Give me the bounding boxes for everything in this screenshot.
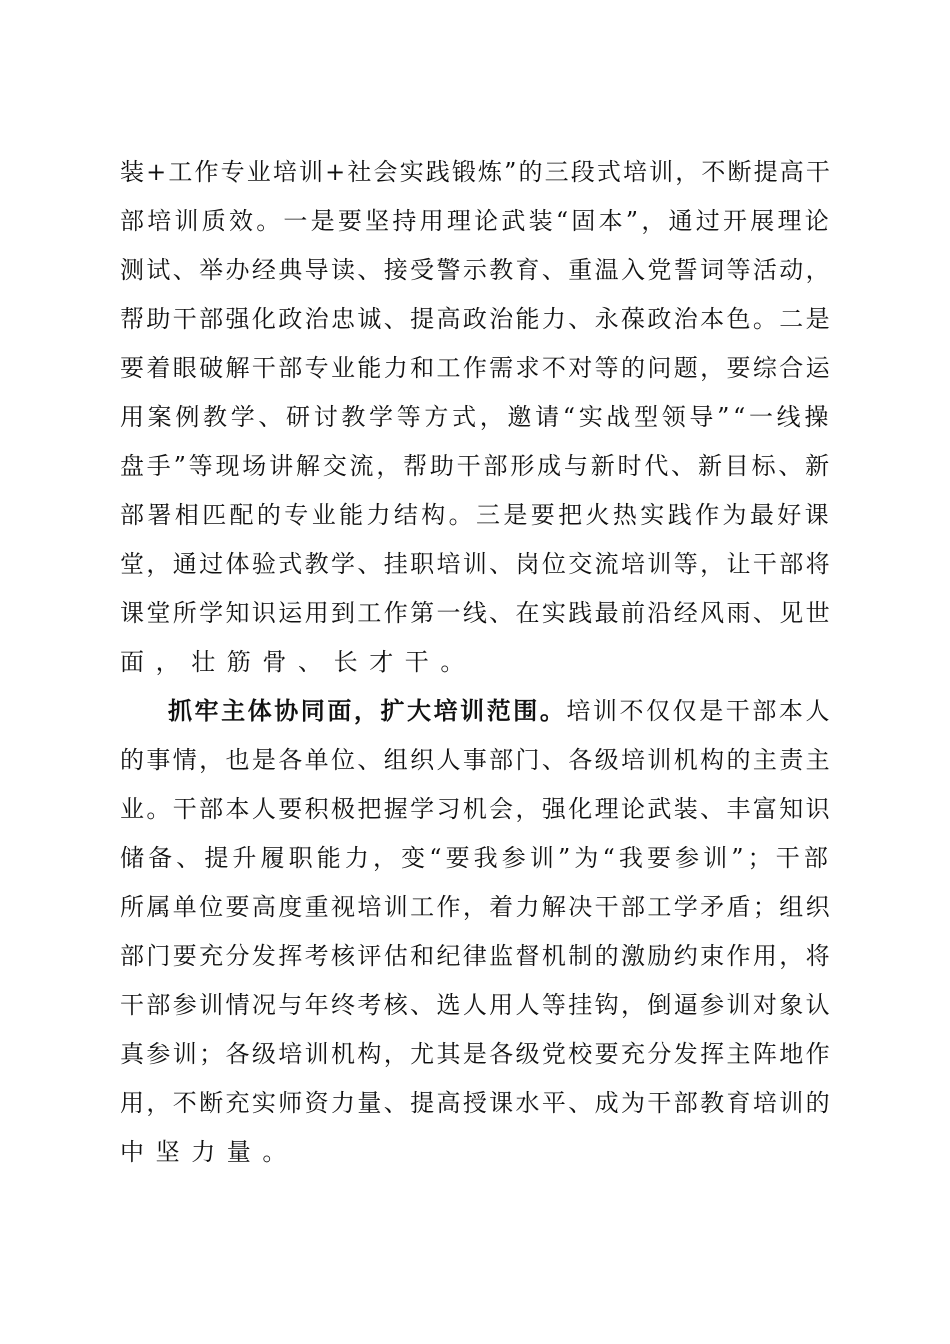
text-line xyxy=(120,990,832,1020)
text-run: 帮助干部强化政治忠诚、提高政治能力、永葆政治本色。二是 xyxy=(120,305,832,333)
text-line xyxy=(120,500,832,530)
text-line xyxy=(120,157,832,187)
text-line xyxy=(120,843,832,873)
text-line xyxy=(120,794,832,824)
text-line xyxy=(120,206,832,236)
text-run: 盘手”等现场讲解交流，帮助干部形成与新时代、新目标、新 xyxy=(120,452,832,480)
text-line xyxy=(120,255,832,285)
text-line xyxy=(120,353,832,383)
text-line xyxy=(120,892,832,922)
text-run: 中坚力量。 xyxy=(120,1138,298,1166)
text-line xyxy=(120,1039,832,1069)
text-run: 培训不仅仅是干部本人 xyxy=(566,697,833,725)
text-line xyxy=(120,941,832,971)
text-run: 课堂所学知识运用到工作第一线、在实践最前沿经风雨、见世 xyxy=(120,599,832,627)
text-run: 业。干部本人要积极把握学习机会，强化理论武装、丰富知识 xyxy=(120,795,832,823)
text-run: 的事情，也是各单位、组织人事部门、各级培训机构的主责主 xyxy=(120,746,832,774)
text-run: 部门要充分发挥考核评估和纪律监督机制的激励约束作用，将 xyxy=(120,942,832,970)
text-run: 装+工作专业培训+社会实践锻炼”的三段式培训，不断提高干 xyxy=(120,158,832,186)
text-line xyxy=(120,304,832,334)
text-run: 要着眼破解干部专业能力和工作需求不对等的问题，要综合运 xyxy=(120,354,832,382)
text-line xyxy=(120,451,832,481)
text-line xyxy=(120,1137,298,1167)
text-run: 面，壮筋骨、长才干。 xyxy=(120,648,476,676)
text-run: 堂，通过体验式教学、挂职培训、岗位交流培训等，让干部将 xyxy=(120,550,832,578)
text-line xyxy=(168,696,832,726)
text-line xyxy=(120,549,832,579)
text-run: 用案例教学、研讨教学等方式，邀请“实战型领导”“一线操 xyxy=(120,403,832,431)
text-line xyxy=(120,745,832,775)
text-run: 真参训；各级培训机构，尤其是各级党校要充分发挥主阵地作 xyxy=(120,1040,832,1068)
text-run: 部署相匹配的专业能力结构。三是要把火热实践作为最好课 xyxy=(120,501,832,529)
text-run: 用，不断充实师资力量、提高授课水平、成为干部教育培训的 xyxy=(120,1089,832,1117)
text-run: 干部参训情况与年终考核、选人用人等挂钩，倒逼参训对象认 xyxy=(120,991,832,1019)
text-run: 所属单位要高度重视培训工作，着力解决干部工学矛盾；组织 xyxy=(120,893,832,921)
text-line xyxy=(120,402,832,432)
text-run: 储备、提升履职能力，变“要我参训”为“我要参训”；干部 xyxy=(120,844,832,872)
text-run: 部培训质效。一是要坚持用理论武装“固本”，通过开展理论 xyxy=(120,207,832,235)
text-line xyxy=(120,1088,832,1118)
text-run: 测试、举办经典导读、接受警示教育、重温入党誓词等活动， xyxy=(120,256,832,284)
paragraph-heading: 抓牢主体协同面，扩大培训范围。 xyxy=(168,696,567,725)
text-line xyxy=(120,647,476,677)
text-line xyxy=(120,598,832,628)
